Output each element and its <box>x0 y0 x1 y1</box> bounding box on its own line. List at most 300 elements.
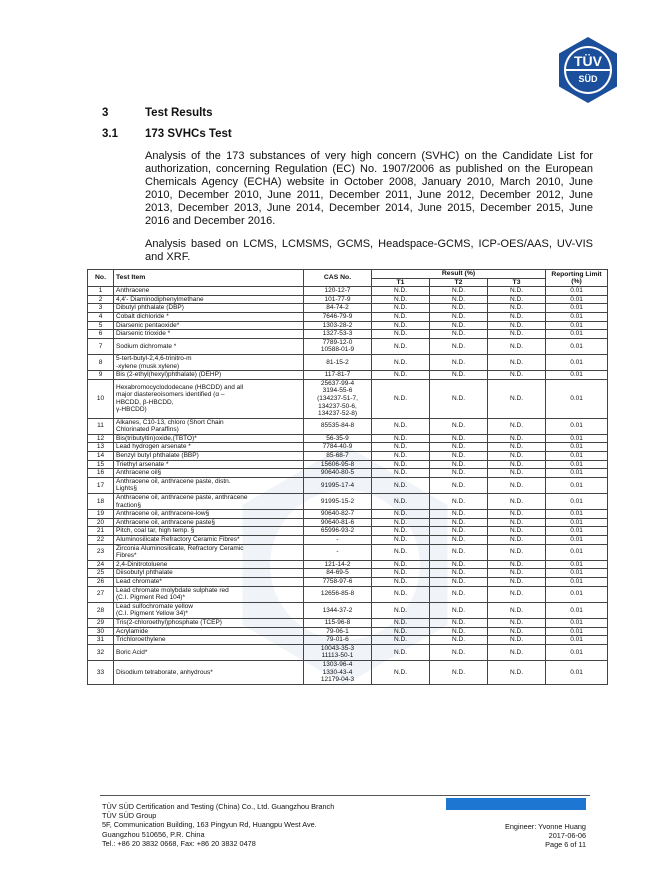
footer-report-info <box>505 822 586 850</box>
cell-test-item-line: Hexabromocyclododecane (HBCDD) and all <box>116 383 244 391</box>
table-row <box>88 518 608 527</box>
cell-limit: 0.01 <box>546 452 608 461</box>
cell-no: 24 <box>88 560 114 569</box>
cell-test-item <box>114 287 304 296</box>
cell-test-item <box>114 660 304 684</box>
methods-paragraph: Analysis based on LCMS, LCMSMS, GCMS, Headspace-GCMS, ICP-OES/AAS, UV-VIS and XRF. <box>145 238 593 264</box>
cell-test-item <box>114 494 304 510</box>
cell-no: 17 <box>88 477 114 493</box>
cell-limit: 0.01 <box>546 304 608 313</box>
cell-t3: N.D. <box>488 321 546 330</box>
table-row <box>88 477 608 493</box>
cell-cas-no-line: 1303-96-4 <box>322 660 353 668</box>
cell-t2: N.D. <box>430 418 488 434</box>
cell-t1: N.D. <box>372 518 430 527</box>
cell-t1: N.D. <box>372 618 430 627</box>
footer-phone: Tel.: +86 20 3832 0668, Fax: +86 20 3832 0478 <box>102 838 256 848</box>
analysis-paragraph: Analysis of the 173 substances of very high concern (SVHC) on the Candidate List for authorization, concerning Regulation (EC) No. 1907/2006 as published on the European Chemicals Agency (ECHA) website in October 2008, January 2010, March 2010, June 2010, December 2010, June 2011, December 2011, June 2012, December 2012, June 2013, December 2013, June 2014, December 2014, June 2015, December 2015, June 2016 and December 2016. <box>145 150 593 228</box>
cell-limit: 0.01 <box>546 510 608 519</box>
table-row <box>88 536 608 545</box>
cell-cas-no-line: 120-12-7 <box>324 287 351 295</box>
cell-cas-no <box>304 460 372 469</box>
cell-limit: 0.01 <box>546 544 608 560</box>
cell-cas-no <box>304 636 372 645</box>
cell-cas-no <box>304 560 372 569</box>
tuv-sud-logo-icon <box>554 36 622 104</box>
cell-test-item-line: HBCDD, β-HBCDD, <box>116 398 174 406</box>
cell-t2: N.D. <box>430 644 488 660</box>
cell-test-item <box>114 312 304 321</box>
cell-t2: N.D. <box>430 452 488 461</box>
cell-cas-no <box>304 569 372 578</box>
cell-t3: N.D. <box>488 434 546 443</box>
cell-cas-no <box>304 304 372 313</box>
cell-limit: 0.01 <box>546 460 608 469</box>
cell-test-item-line: Cobalt dichloride * <box>116 312 169 320</box>
subsection-number: 3.1 <box>102 128 118 140</box>
cell-t2: N.D. <box>430 602 488 618</box>
cell-test-item <box>114 338 304 354</box>
table-row <box>88 304 608 313</box>
cell-cas-no-line: 84-74-2 <box>326 304 349 312</box>
cell-limit: 0.01 <box>546 287 608 296</box>
cell-test-item-line: Fibres* <box>116 552 137 560</box>
cell-test-item-line: Anthracene oil, anthracene paste, anthracene <box>116 494 248 502</box>
cell-cas-no-line: 7646-79-9 <box>322 312 353 320</box>
cell-test-item <box>114 443 304 452</box>
cell-no: 29 <box>88 618 114 627</box>
cell-t3: N.D. <box>488 544 546 560</box>
cell-cas-no <box>304 577 372 586</box>
cell-no: 6 <box>88 330 114 339</box>
cell-limit: 0.01 <box>546 644 608 660</box>
table-row <box>88 434 608 443</box>
cell-no: 10 <box>88 379 114 418</box>
footer-blue-bar <box>446 798 586 810</box>
cell-t2: N.D. <box>430 510 488 519</box>
cell-cas-no <box>304 477 372 493</box>
header-cas-no: CAS No. <box>304 270 372 287</box>
cell-t1: N.D. <box>372 527 430 536</box>
cell-test-item <box>114 379 304 418</box>
cell-test-item-line: Lights§ <box>116 485 137 493</box>
cell-t1: N.D. <box>372 660 430 684</box>
cell-cas-no-line: - <box>336 548 339 556</box>
header-t3: T3 <box>488 278 546 287</box>
cell-test-item-line: 2,4-Dinitrotoluene <box>116 560 168 568</box>
cell-t1: N.D. <box>372 560 430 569</box>
cell-t2: N.D. <box>430 338 488 354</box>
cell-t3: N.D. <box>488 660 546 684</box>
cell-test-item-line: Disodium tetraborate, anhydrous* <box>116 668 213 676</box>
cell-t3: N.D. <box>488 477 546 493</box>
cell-cas-no-line: 79-06-1 <box>326 627 349 635</box>
cell-t3: N.D. <box>488 586 546 602</box>
cell-t1: N.D. <box>372 627 430 636</box>
table-row <box>88 312 608 321</box>
cell-t1: N.D. <box>372 295 430 304</box>
cell-t1: N.D. <box>372 577 430 586</box>
cell-test-item <box>114 527 304 536</box>
cell-t1: N.D. <box>372 330 430 339</box>
cell-cas-no-line: 7784-40-9 <box>322 443 353 451</box>
footer-divider <box>100 795 590 796</box>
cell-cas-no <box>304 644 372 660</box>
cell-test-item-line: Alkanes, C10-13, chloro (Short Chain <box>116 418 224 426</box>
cell-limit: 0.01 <box>546 469 608 478</box>
cell-test-item <box>114 477 304 493</box>
cell-t2: N.D. <box>430 586 488 602</box>
cell-t1: N.D. <box>372 494 430 510</box>
cell-cas-no-line: 85535-84-8 <box>320 422 355 430</box>
table-row <box>88 586 608 602</box>
cell-test-item-line: fraction§ <box>116 501 141 509</box>
cell-t3: N.D. <box>488 469 546 478</box>
table-row <box>88 295 608 304</box>
cell-cas-no-line: 117-81-7 <box>324 371 351 379</box>
cell-t1: N.D. <box>372 536 430 545</box>
cell-t2: N.D. <box>430 321 488 330</box>
cell-test-item-line: Trichloroethylene <box>116 636 166 644</box>
cell-cas-no-line: 7789-12-0 <box>322 338 353 346</box>
cell-t1: N.D. <box>372 460 430 469</box>
cell-test-item-line: -xylene (musk xylene) <box>116 362 180 370</box>
cell-test-item-line: Lead hydrogen arsenate * <box>116 443 191 451</box>
cell-no: 8 <box>88 354 114 370</box>
cell-test-item-line: Dibutyl phthalate (DBP) <box>116 304 184 312</box>
cell-limit: 0.01 <box>546 527 608 536</box>
cell-cas-no-line: 81-15-2 <box>326 358 349 366</box>
cell-cas-no-line: 91995-15-2 <box>320 497 355 505</box>
table-row <box>88 354 608 370</box>
cell-limit: 0.01 <box>546 418 608 434</box>
cell-t3: N.D. <box>488 287 546 296</box>
cell-cas-no-line: 65996-93-2 <box>320 527 355 535</box>
cell-cas-no-line: 90640-81-6 <box>320 518 355 526</box>
cell-cas-no-line: (134237-51-7, <box>317 394 358 402</box>
cell-t1: N.D. <box>372 452 430 461</box>
cell-cas-no-line: 56-35-9 <box>326 434 349 442</box>
table-row <box>88 636 608 645</box>
cell-no: 9 <box>88 371 114 380</box>
cell-test-item <box>114 460 304 469</box>
cell-test-item-line: γ-HBCDD) <box>116 406 147 414</box>
cell-t3: N.D. <box>488 527 546 536</box>
cell-limit: 0.01 <box>546 636 608 645</box>
cell-no: 1 <box>88 287 114 296</box>
cell-cas-no-line: - <box>336 536 339 543</box>
cell-test-item <box>114 586 304 602</box>
cell-cas-no <box>304 602 372 618</box>
cell-t2: N.D. <box>430 536 488 545</box>
cell-t1: N.D. <box>372 287 430 296</box>
cell-cas-no <box>304 586 372 602</box>
cell-t2: N.D. <box>430 469 488 478</box>
cell-test-item-line: Lead chromate* <box>116 577 162 585</box>
cell-test-item-line: Anthracene oil, anthracene paste§ <box>116 518 216 526</box>
table-row <box>88 443 608 452</box>
cell-test-item-line: Anthracene oil, anthracene paste, distn. <box>116 477 231 485</box>
cell-no: 4 <box>88 312 114 321</box>
cell-t3: N.D. <box>488 494 546 510</box>
cell-cas-no-line: 134237-52-8) <box>317 410 358 418</box>
cell-t3: N.D. <box>488 418 546 434</box>
cell-cas-no-line: 12179-04-3 <box>320 676 355 684</box>
cell-limit: 0.01 <box>546 577 608 586</box>
cell-cas-no-line: 91995-17-4 <box>320 481 355 489</box>
cell-no: 18 <box>88 494 114 510</box>
svhc-results-table <box>87 269 608 685</box>
cell-limit: 0.01 <box>546 494 608 510</box>
cell-cas-no <box>304 469 372 478</box>
cell-no: 30 <box>88 627 114 636</box>
cell-limit: 0.01 <box>546 477 608 493</box>
header-t1: T1 <box>372 278 430 287</box>
cell-limit: 0.01 <box>546 338 608 354</box>
cell-cas-no <box>304 371 372 380</box>
cell-test-item <box>114 518 304 527</box>
cell-t3: N.D. <box>488 577 546 586</box>
footer-city: Guangzhou 510656, P.R. China <box>102 829 205 839</box>
cell-t3: N.D. <box>488 627 546 636</box>
logo-text-bottom: SÜD <box>578 74 598 84</box>
cell-cas-no-line: 1330-43-4 <box>322 668 353 676</box>
table-row <box>88 371 608 380</box>
cell-t3: N.D. <box>488 443 546 452</box>
cell-t3: N.D. <box>488 602 546 618</box>
cell-cas-no <box>304 312 372 321</box>
cell-no: 11 <box>88 418 114 434</box>
header-reporting-limit: Reporting Limit (%) <box>546 270 608 287</box>
cell-cas-no <box>304 338 372 354</box>
cell-test-item <box>114 510 304 519</box>
cell-test-item-line: Diarsenic trioxide * <box>116 330 171 338</box>
cell-no: 20 <box>88 518 114 527</box>
cell-test-item <box>114 434 304 443</box>
cell-t1: N.D. <box>372 586 430 602</box>
cell-t3: N.D. <box>488 330 546 339</box>
cell-test-item-line: Bis (2-ethyl(hexyl)phthalate) (DEHP) <box>116 371 222 379</box>
cell-limit: 0.01 <box>546 602 608 618</box>
cell-cas-no-line: 7758-97-6 <box>322 577 353 585</box>
table-row <box>88 287 608 296</box>
cell-test-item-line: (C.I. Pigment Red 104)* <box>116 594 186 602</box>
cell-test-item <box>114 636 304 645</box>
section-number: 3 <box>102 107 109 119</box>
cell-t2: N.D. <box>430 379 488 418</box>
cell-t2: N.D. <box>430 371 488 380</box>
cell-test-item-line: Lead chromate molybdate sulphate red <box>116 586 229 594</box>
cell-cas-no-line: 12656-85-8 <box>320 590 355 598</box>
cell-test-item-line: Bis(tributyltin)oxide,(TBTO)* <box>116 434 197 442</box>
table-row <box>88 660 608 684</box>
cell-t1: N.D. <box>372 569 430 578</box>
cell-cas-no <box>304 287 372 296</box>
cell-cas-no-line: 85-68-7 <box>326 452 349 460</box>
cell-test-item <box>114 295 304 304</box>
cell-t2: N.D. <box>430 518 488 527</box>
cell-test-item-line: Anthracene oil, anthracene-low§ <box>116 510 210 518</box>
cell-test-item-line: 5-tert-butyl-2,4,6-trinitro-m <box>116 354 192 362</box>
cell-t2: N.D. <box>430 477 488 493</box>
cell-no: 22 <box>88 536 114 545</box>
table-body <box>88 287 608 685</box>
cell-test-item-line: Diisobutyl phthalate <box>116 569 173 577</box>
cell-cas-no-line: 15606-95-8 <box>320 460 355 468</box>
cell-test-item <box>114 569 304 578</box>
cell-test-item-line: Diarsenic pentaoxide* <box>116 321 180 329</box>
cell-cas-no-line: 90640-80-5 <box>320 469 355 477</box>
header-no: No. <box>88 270 114 287</box>
cell-limit: 0.01 <box>546 330 608 339</box>
cell-no: 28 <box>88 602 114 618</box>
cell-cas-no <box>304 330 372 339</box>
cell-no: 33 <box>88 660 114 684</box>
cell-limit: 0.01 <box>546 312 608 321</box>
cell-test-item-line: major diastereoisomers identified (α – <box>116 391 225 399</box>
cell-test-item-line: Boric Acid* <box>116 648 148 656</box>
cell-cas-no-line: 115-96-8 <box>324 618 351 626</box>
cell-cas-no <box>304 518 372 527</box>
table-row <box>88 560 608 569</box>
table-row <box>88 330 608 339</box>
table-row <box>88 602 608 618</box>
cell-cas-no-line: 79-01-6 <box>326 636 349 644</box>
cell-t2: N.D. <box>430 627 488 636</box>
cell-t1: N.D. <box>372 602 430 618</box>
cell-cas-no-line: 121-14-2 <box>324 560 351 568</box>
cell-limit: 0.01 <box>546 371 608 380</box>
cell-t1: N.D. <box>372 510 430 519</box>
cell-test-item <box>114 418 304 434</box>
header-result: Result (%) <box>372 270 546 279</box>
cell-test-item <box>114 577 304 586</box>
cell-no: 7 <box>88 338 114 354</box>
table-row <box>88 569 608 578</box>
table-row <box>88 510 608 519</box>
cell-no: 2 <box>88 295 114 304</box>
cell-t2: N.D. <box>430 618 488 627</box>
cell-t3: N.D. <box>488 295 546 304</box>
cell-limit: 0.01 <box>546 586 608 602</box>
cell-t2: N.D. <box>430 460 488 469</box>
cell-t3: N.D. <box>488 536 546 545</box>
cell-cas-no-line: 1327-53-3 <box>322 330 353 338</box>
cell-test-item <box>114 304 304 313</box>
cell-test-item <box>114 644 304 660</box>
footer-page-number: Page 6 of 11 <box>545 840 586 850</box>
cell-t1: N.D. <box>372 312 430 321</box>
cell-cas-no-line: 90640-82-7 <box>320 510 355 518</box>
cell-t1: N.D. <box>372 544 430 560</box>
cell-t3: N.D. <box>488 618 546 627</box>
cell-test-item <box>114 330 304 339</box>
cell-test-item <box>114 618 304 627</box>
cell-no: 27 <box>88 586 114 602</box>
cell-cas-no <box>304 536 372 545</box>
cell-cas-no-line: 11113-50-1 <box>321 652 354 660</box>
table-row <box>88 544 608 560</box>
cell-limit: 0.01 <box>546 354 608 370</box>
cell-t3: N.D. <box>488 510 546 519</box>
cell-cas-no <box>304 379 372 418</box>
cell-no: 31 <box>88 636 114 645</box>
cell-test-item <box>114 560 304 569</box>
footer-address <box>102 802 334 848</box>
table-row <box>88 469 608 478</box>
cell-test-item-line: Chlorinated Paraffins) <box>116 426 179 434</box>
cell-t1: N.D. <box>372 338 430 354</box>
cell-test-item-line: Triethyl arsenate * <box>116 460 169 468</box>
cell-limit: 0.01 <box>546 627 608 636</box>
cell-test-item-line: Anthracene <box>116 287 150 295</box>
cell-no: 15 <box>88 460 114 469</box>
cell-t3: N.D. <box>488 560 546 569</box>
table-row <box>88 577 608 586</box>
cell-no: 23 <box>88 544 114 560</box>
cell-test-item-line: Zirconia Aluminosilicate, Refractory Ceramic <box>116 544 244 552</box>
cell-test-item-line: (C.I. Pigment Yellow 34)* <box>116 610 188 618</box>
header-test-item: Test Item <box>114 270 304 287</box>
cell-cas-no <box>304 354 372 370</box>
cell-limit: 0.01 <box>546 443 608 452</box>
cell-cas-no-line: 84-69-5 <box>326 569 349 577</box>
cell-limit: 0.01 <box>546 434 608 443</box>
subsection-title: 173 SVHCs Test <box>145 128 232 140</box>
cell-cas-no <box>304 660 372 684</box>
cell-t3: N.D. <box>488 452 546 461</box>
cell-test-item-line: Sodium dichromate * <box>116 342 177 350</box>
cell-cas-no-line: 101-77-9 <box>324 295 351 303</box>
cell-t3: N.D. <box>488 569 546 578</box>
cell-t2: N.D. <box>430 577 488 586</box>
cell-t1: N.D. <box>372 379 430 418</box>
cell-no: 13 <box>88 443 114 452</box>
cell-test-item <box>114 627 304 636</box>
cell-cas-no <box>304 618 372 627</box>
cell-t1: N.D. <box>372 354 430 370</box>
cell-t1: N.D. <box>372 418 430 434</box>
table-row <box>88 627 608 636</box>
cell-t3: N.D. <box>488 460 546 469</box>
table-row <box>88 338 608 354</box>
section-title: Test Results <box>145 107 213 119</box>
cell-t2: N.D. <box>430 569 488 578</box>
cell-no: 14 <box>88 452 114 461</box>
cell-t3: N.D. <box>488 379 546 418</box>
table-row <box>88 418 608 434</box>
header-t2: T2 <box>430 278 488 287</box>
cell-t1: N.D. <box>372 443 430 452</box>
cell-no: 5 <box>88 321 114 330</box>
cell-no: 21 <box>88 527 114 536</box>
cell-t3: N.D. <box>488 354 546 370</box>
cell-cas-no-line: 10588-01-9 <box>320 346 355 354</box>
cell-test-item-line: Lead sulfochromate yellow <box>116 602 193 610</box>
cell-test-item-line: Benzyl butyl phthalate (BBP) <box>116 452 199 460</box>
cell-test-item <box>114 602 304 618</box>
cell-t2: N.D. <box>430 287 488 296</box>
footer-group: TÜV SÜD Group <box>102 811 157 821</box>
cell-test-item <box>114 354 304 370</box>
table-row <box>88 494 608 510</box>
cell-cas-no <box>304 418 372 434</box>
cell-test-item <box>114 469 304 478</box>
cell-test-item-line: Aluminosilicate Refractory Ceramic Fibres* <box>116 536 240 543</box>
cell-t2: N.D. <box>430 312 488 321</box>
cell-t3: N.D. <box>488 636 546 645</box>
cell-t1: N.D. <box>372 469 430 478</box>
